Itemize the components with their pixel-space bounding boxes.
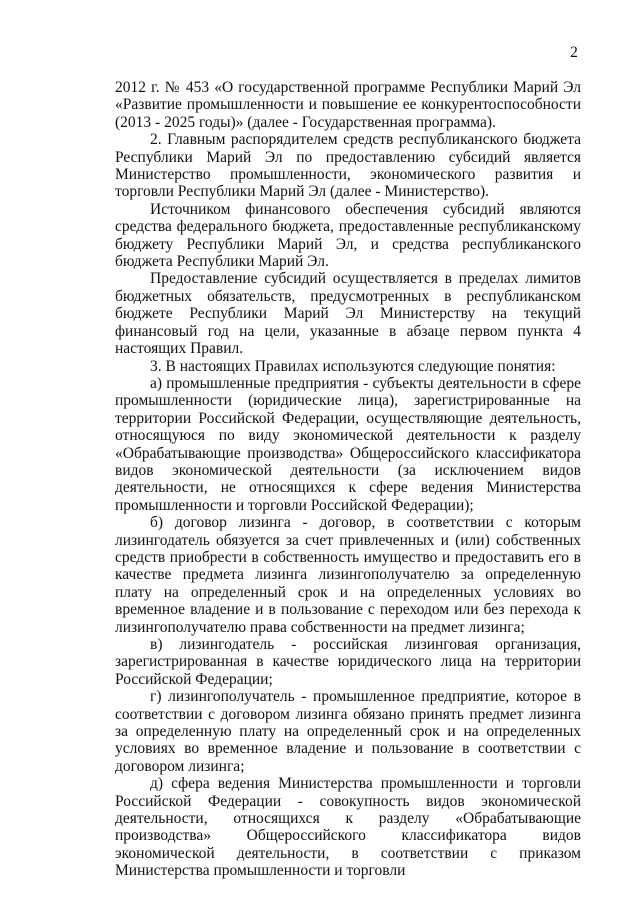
paragraph-program-reference: 2012 г. № 453 «О государственной программе Республики Марий Эл «Развитие промышленности и повышение ее конкурентоспособности (2013 - 2025 годы)» (далее - Государственная программа). — [115, 79, 581, 131]
paragraph-definition-b: б) договор лизинга - договор, в соответствии с которым лизингодатель обязуется за счет привлеченных и (или) собственных средств приобрести в собственность имущество и предоставить его в качестве предмета лизинга лизингополучателю за определенную плату на определенный срок и на определенных условиях во временное владение и в пользование с переходом или без перехода к лизингополучателю права собственности на предмет лизинга; — [115, 514, 581, 636]
paragraph-funding-source: Источником финансового обеспечения субсидий являются средства федерального бюджета, предоставленные республиканскому бюджету Республики Марий Эл, и средства республиканского бюджета Республики Марий Эл. — [115, 200, 581, 271]
paragraph-main-administrator: 2. Главным распорядителем средств республиканского бюджета Республики Марий Эл по предоставлению субсидий является Министерство промышленности, экономического развития и торговли Республики Марий Эл (далее - Министерство). — [115, 131, 581, 201]
paragraph-definition-g: г) лизингополучатель - промышленное предприятие, которое в соответствии с договором лизинга обязано принять предмет лизинга за определенную плату на определенный срок и на определенных условиях во временное владение и пользование в соответствии с договором лизинга; — [115, 688, 581, 775]
paragraph-subsidy-limits: Предоставление субсидий осуществляется в пределах лимитов бюджетных обязательств, предусмотренных в республиканском бюджете Республики Марий Эл Министерству на текущий финансовый год на цели, указанные в абзаце первом пункта 4 настоящих Правил. — [115, 270, 581, 358]
paragraph-definition-d: д) сфера ведения Министерства промышленности и торговли Российской Федерации - совокупность видов экономической деятельности, относящихся к разделу «Обрабатывающие производства» Общероссийского классификатора видов экономической деятельности, в соответствии с приказом Министерства промышленности и торговли — [115, 775, 581, 880]
document-body — [115, 79, 581, 880]
paragraph-definitions-intro: 3. В настоящих Правилах используются следующие понятия: — [150, 357, 556, 375]
paragraph-definition-a: а) промышленные предприятия - субъекты деятельности в сфере промышленности (юридические лица), зарегистрированные на территории Российской Федерации, осуществляющие деятельность, относящуюся по виду экономической деятельности к разделу «Обрабатывающие производства» Общероссийского классификатора видов экономической деятельности (за исключением видов деятельности, не относящихся к сфере ведения Министерства промышленности и торговли Российской Федерации); — [115, 374, 581, 514]
paragraph-definition-v: в) лизингодатель - российская лизинговая организация, зарегистрированная в качестве юридического лица на территории Российской Федерации; — [115, 636, 581, 688]
page-number: 2 — [570, 44, 578, 61]
